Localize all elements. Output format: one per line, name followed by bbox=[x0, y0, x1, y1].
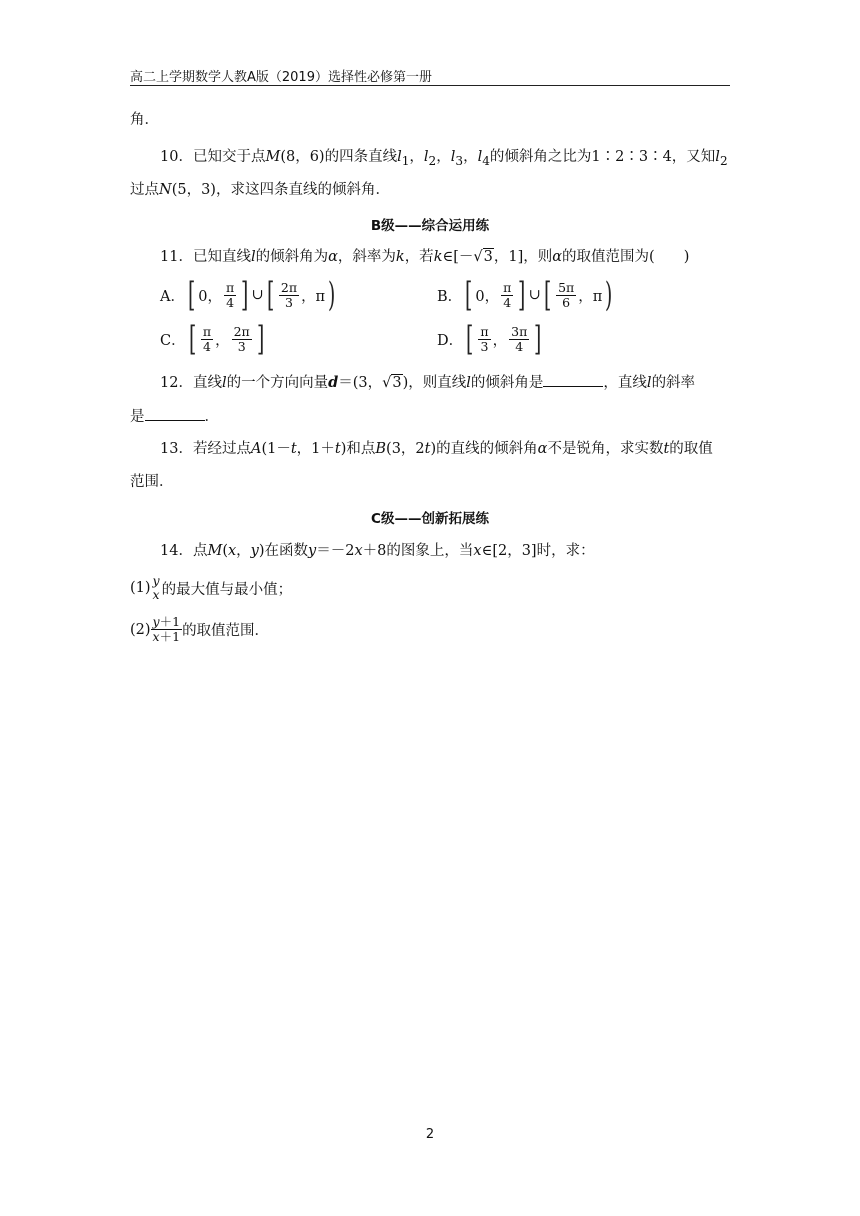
fraction: $\frac{y+1}{x+1}$ bbox=[152, 614, 181, 644]
right-paren: ) bbox=[328, 275, 336, 315]
left-bracket: [ bbox=[465, 275, 473, 315]
option-c[interactable]: C． [ $\frac{\pi}{4}$ ， $\frac{2\pi}{3}$ ] bbox=[160, 319, 265, 359]
q10-line1: 10．已知交于点M(8，6)的四条直线$l_1$，$l_2$，$l_3$，$l_4$的倾斜角之比为1∶2∶3∶4，又知$l_2$ bbox=[160, 149, 728, 168]
fraction: $\frac{3\pi}{4}$ bbox=[511, 323, 528, 354]
page-number: 2 bbox=[425, 1127, 435, 1142]
sqrt-sign: √ bbox=[473, 249, 483, 265]
fraction: $\frac{\pi}{3}$ bbox=[480, 323, 489, 354]
header-title: 高二上学期数学人教A版（2019）选择性必修第一册 bbox=[130, 70, 432, 85]
fraction: y x bbox=[152, 573, 160, 602]
left-bracket: [ bbox=[266, 275, 274, 315]
q14-part2: (2) $\frac{y+1}{x+1}$ 的取值范围． bbox=[130, 614, 270, 644]
q14-stem: 14．点M(x，y)在函数y＝－2x＋8的图象上，当x∈[2，3]时，求： bbox=[160, 543, 595, 559]
right-paren: ) bbox=[605, 275, 613, 315]
fraction: $\frac{2\pi}{3}$ bbox=[233, 323, 250, 354]
sqrt-sign: √ bbox=[382, 375, 392, 391]
q13-line2: 范围． bbox=[130, 474, 174, 490]
answer-blank[interactable] bbox=[145, 406, 205, 421]
carryover-text: 角． bbox=[130, 112, 159, 128]
q11-stem: 11．已知直线l的倾斜角为α，斜率为k，若k∈[－√3，1]，则α的取值范围为( ) bbox=[160, 249, 690, 265]
q14-part1: (1) y x 的最大值与最小值； bbox=[130, 573, 293, 602]
right-bracket: ] bbox=[241, 275, 249, 315]
page-header bbox=[130, 66, 730, 85]
q12-line2: 是 ． bbox=[130, 406, 219, 427]
q13-line1: 13．若经过点A(1－t，1＋t)和点B(3，2t)的直线的倾斜角α不是锐角，求实数t的取值 bbox=[160, 441, 713, 457]
fraction: $\frac{5\pi}{6}$ bbox=[558, 279, 575, 310]
fraction: $\frac{\pi}{4}$ bbox=[202, 323, 212, 354]
right-bracket: ] bbox=[256, 319, 265, 359]
left-bracket: [ bbox=[543, 275, 552, 315]
left-bracket: [ bbox=[466, 319, 474, 359]
section-c-heading: C级——创新拓展练 bbox=[371, 511, 489, 527]
right-bracket: ] bbox=[518, 275, 526, 315]
answer-blank[interactable] bbox=[543, 372, 603, 387]
q12-line1: 12．直线l的一个方向向量d＝(3，√3)，则直线l的倾斜角是 ，直线l的斜率 bbox=[160, 374, 696, 391]
option-b[interactable]: B． [ 0， $\frac{\pi}{4}$ ] ∪ [ $\frac{5\pi}{6}$ ，π ) bbox=[437, 275, 613, 315]
section-b-heading: B级——综合运用练 bbox=[370, 218, 490, 234]
q10-line2: 过点N(5，3)，求这四条直线的倾斜角． bbox=[130, 182, 390, 198]
left-bracket: [ bbox=[188, 319, 196, 359]
fraction: $\frac{\pi}{4}$ bbox=[225, 279, 235, 310]
fraction: $\frac{2\pi}{3}$ bbox=[280, 279, 298, 310]
option-d[interactable]: D． [ $\frac{\pi}{3}$ ， $\frac{3\pi}{4}$ ] bbox=[437, 319, 542, 359]
header-divider bbox=[130, 85, 730, 86]
left-bracket: [ bbox=[187, 275, 196, 315]
fraction: $\frac{\pi}{4}$ bbox=[503, 279, 512, 310]
right-bracket: ] bbox=[534, 319, 542, 359]
option-a[interactable]: A． [ 0， $\frac{\pi}{4}$ ] ∪ [ $\frac{2\pi}{3}$ ，π ) bbox=[160, 275, 336, 315]
